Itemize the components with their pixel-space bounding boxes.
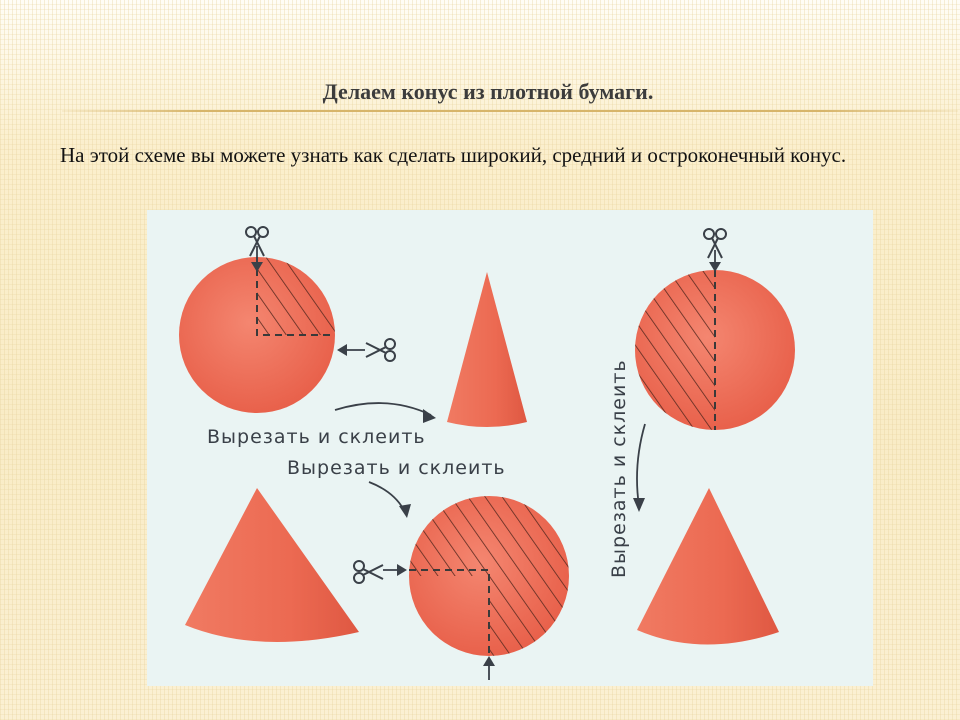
scissors-icon bbox=[366, 339, 395, 361]
intro-text: На этой схеме вы можете узнать как сделать широкий, средний и остроконечный конус. bbox=[60, 143, 847, 167]
caption-cut-glue: Вырезать и склеить bbox=[608, 359, 630, 578]
caption-cut-glue: Вырезать и склеить bbox=[287, 457, 506, 479]
cone-diagram bbox=[147, 210, 873, 686]
cone-wide bbox=[185, 488, 359, 642]
arrow-icon bbox=[335, 403, 436, 423]
cone-diagram-svg bbox=[147, 210, 873, 686]
disc-half-cut bbox=[635, 270, 795, 430]
title-divider bbox=[62, 110, 958, 112]
arrow-icon bbox=[369, 482, 411, 518]
arrow-icon bbox=[483, 656, 495, 680]
scissors-icon bbox=[354, 561, 383, 583]
slide-title: Делаем конус из плотной бумаги. bbox=[322, 79, 654, 104]
caption-cut-glue: Вырезать и склеить bbox=[207, 426, 426, 448]
disc-quarter-cut bbox=[179, 257, 337, 413]
cone-narrow bbox=[447, 272, 527, 427]
cone-pointed bbox=[637, 488, 779, 645]
arrow-icon bbox=[337, 344, 365, 356]
arrow-icon bbox=[383, 564, 407, 576]
disc-three-quarter-cut bbox=[409, 496, 569, 656]
arrow-icon bbox=[633, 424, 645, 512]
